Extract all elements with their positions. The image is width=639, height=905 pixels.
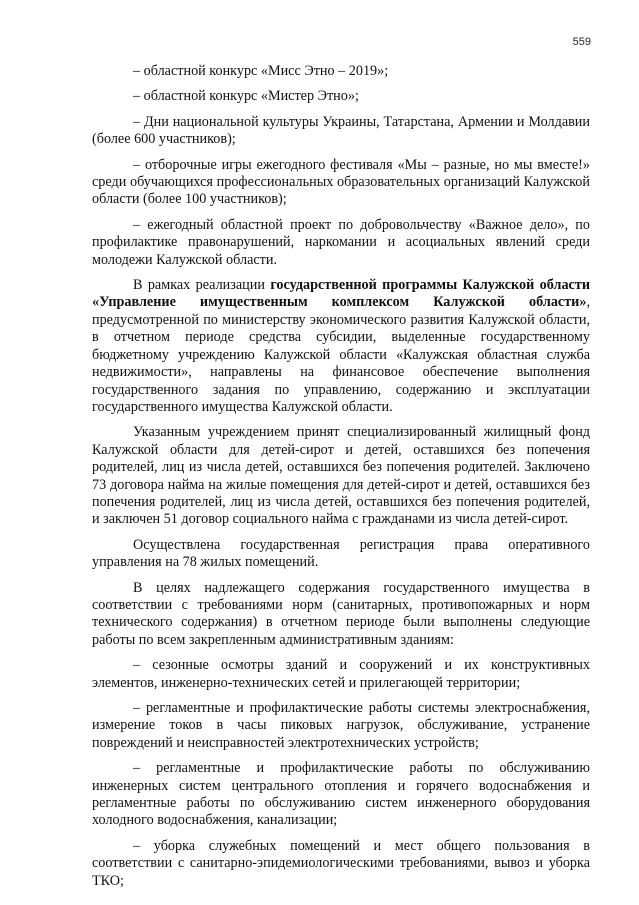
list-item-festival-games: – отборочные игры ежегодного фестиваля «Мы – разные, но мы вместе!» среди обучающихся профессиональных образовательных организаций Калужской области (более 100 участников); <box>92 156 590 208</box>
list-item-heating-water-works: – регламентные и профилактические работы по обслуживанию инженерных систем центрального отопления и горячего водоснабжения и регламентные работы по обслуживанию систем инженерного оборудования холодного водоснабжения, канализации; <box>92 760 590 829</box>
paragraph-housing-fund: Указанным учреждением принят специализированный жилищный фонд Калужской области для детей-сирот и детей, оставшихся без попечения родителей, лиц из числа детей, оставшихся без попечения родителей. Заключено 73 договора найма на жилые помещения для детей-сирот и детей, оставшихся без попечения родителей, лиц из числа детей, оставшихся без попечения родителей, и заключен 51 договор социального найма с гражданами из числа детей-сирот. <box>92 424 590 528</box>
list-item-cleaning: – уборка служебных помещений и мест общего пользования в соответствии с санитарно-эпидемиологическими требованиями, вывоз и уборка ТКО; <box>92 837 590 889</box>
document-body <box>92 63 590 898</box>
paragraph-lead: В рамках реализации <box>133 277 271 294</box>
list-item-miss-ethno: – областной конкурс «Мисс Этно – 2019»; <box>133 63 389 79</box>
page-number: 559 <box>572 36 591 48</box>
paragraph-state-program <box>92 277 590 416</box>
program-name-bold: государственной программы Калужской области «Управление имущественным комплексом Калужской области» <box>92 277 590 311</box>
paragraph-maintenance-intro: В целях надлежащего содержания государственного имущества в соответствии с требованиями норм (санитарных, противопожарных и норм технического содержания) в отчетном периоде были выполнены следующие работы по всем закрепленным административным зданиям: <box>92 579 590 648</box>
list-item-mister-ethno: – областной конкурс «Мистер Этно»; <box>133 88 359 105</box>
list-item-seasonal-inspections: – сезонные осмотры зданий и сооружений и их конструктивных элементов, инженерно-технических сетей и прилегающей территории; <box>92 657 590 691</box>
list-item-volunteer-project: – ежегодный областной проект по добровольчеству «Важное дело», по профилактике правонарушений, наркомании и асоциальных явлений среди молодежи Калужской области. <box>92 216 590 268</box>
paragraph-tail: , предусмотренной по министерству экономического развития Калужской области, в отчетном периоде средства субсидии, выделенные государственному бюджетному учреждению Калужской области «Калужская областная служба недвижимости», направлены на финансовое обеспечение выполнения государственного задания по управлению, содержанию и эксплуатации государственного имущества Калужской области. <box>92 294 590 415</box>
list-item-culture-days: – Дни национальной культуры Украины, Татарстана, Армении и Молдавии (более 600 участников); <box>92 113 590 148</box>
paragraph-registration: Осуществлена государственная регистрация права оперативного управления на 78 жилых помещений. <box>92 536 590 571</box>
list-item-electrical-works: – регламентные и профилактические работы системы электроснабжения, измерение токов в часы пиковых нагрузок, обслуживание, устранение повреждений и неисправностей электротехнических устройств; <box>92 700 590 751</box>
